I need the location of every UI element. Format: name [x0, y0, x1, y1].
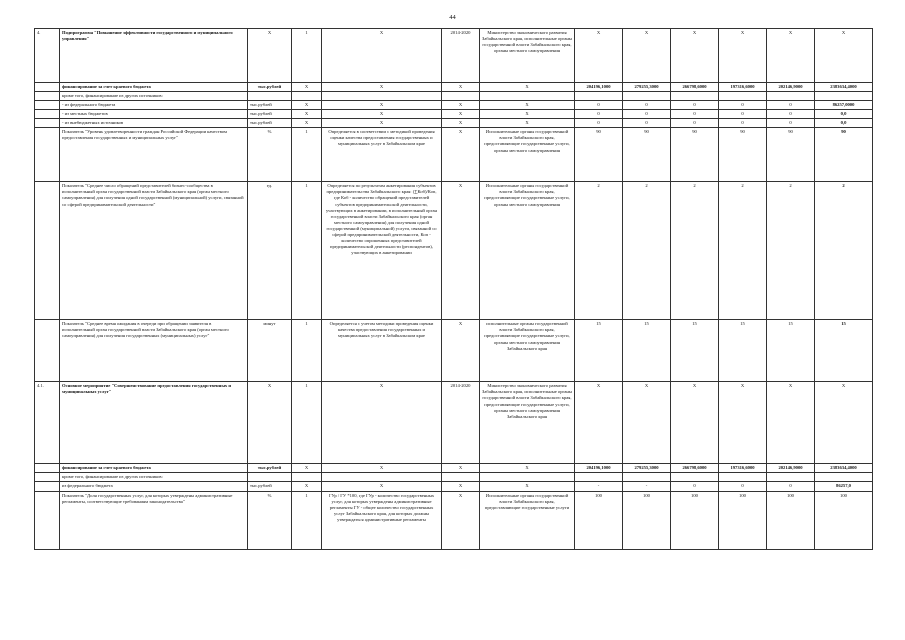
method-cell: Х — [322, 110, 442, 119]
table-row — [35, 110, 873, 119]
unit-cell: тыс.рублей — [248, 464, 292, 473]
value-2015: 100 — [623, 491, 671, 549]
value-total: 2383634,4000 — [815, 464, 873, 473]
value-2015: 0 — [623, 101, 671, 110]
table-row — [35, 473, 873, 482]
value-2014: 2 — [575, 182, 623, 320]
period-cell: Х — [442, 119, 480, 128]
weight-cell: Х — [292, 83, 322, 92]
executor-cell: Х — [480, 119, 575, 128]
unit-cell: Х — [248, 382, 292, 464]
value-2014: 0 — [575, 101, 623, 110]
executor-cell: Исполнительные органы государственной власти Забайкальского края, предоставляющие государственные услуги, органы местного самоуправления — [480, 128, 575, 182]
indicators-table — [34, 28, 873, 550]
value-2017: 0 — [719, 110, 767, 119]
weight-cell: Х — [292, 119, 322, 128]
table-row — [35, 119, 873, 128]
value-2016: Х — [671, 29, 719, 83]
value-2017: 0 — [719, 101, 767, 110]
weight-cell: 1 — [292, 382, 322, 464]
value-2016: 90 — [671, 128, 719, 182]
value-total: 0,0 — [815, 119, 873, 128]
value-2017: Х — [719, 29, 767, 83]
value-total: 15 — [815, 320, 873, 382]
value-2014: Х — [575, 29, 623, 83]
value-2017: 197316,6000 — [719, 83, 767, 92]
value-2018: 0 — [767, 482, 815, 491]
page-number: 44 — [449, 14, 456, 21]
table-row — [35, 382, 873, 464]
value-total: 86257,0000 — [815, 101, 873, 110]
unit-cell: % — [248, 491, 292, 549]
value-2016: 2 — [671, 182, 719, 320]
value-2017: 15 — [719, 320, 767, 382]
value-total: 2383634,4000 — [815, 83, 873, 92]
executor-cell: Х — [480, 101, 575, 110]
table-row — [35, 182, 873, 320]
value-2016: 100 — [671, 491, 719, 549]
method-cell: Х — [322, 29, 442, 83]
row-name: Подпрограмма "Повышение эффективности государственного и муниципального управления" — [60, 29, 248, 83]
table-row — [35, 101, 873, 110]
value-2016: 15 — [671, 320, 719, 382]
value-2016: 0 — [671, 101, 719, 110]
value-2018: 202146,9000 — [767, 83, 815, 92]
period-cell: 2014-2020 — [442, 382, 480, 464]
table-row — [35, 83, 873, 92]
value-2016: 266798,6000 — [671, 83, 719, 92]
weight-cell: 1 — [292, 491, 322, 549]
value-2014: 100 — [575, 491, 623, 549]
row-name: - из внебюджетных источников — [60, 119, 248, 128]
value-2017: 0 — [719, 119, 767, 128]
row-name: - из федерального бюджета — [60, 101, 248, 110]
value-2017: Х — [719, 382, 767, 464]
method-cell: Х — [322, 464, 442, 473]
row-name: Основное мероприятие "Совершенствование предоставления государственных и муниципальных услуг" — [60, 382, 248, 464]
value-2018: 100 — [767, 491, 815, 549]
executor-cell: Исполнительные органы государственной власти Забайкальского края, предоставляющие государственные услуги — [480, 491, 575, 549]
method-cell: Х — [322, 382, 442, 464]
value-2014: 204196,1000 — [575, 464, 623, 473]
value-total: 2 — [815, 182, 873, 320]
period-cell: Х — [442, 491, 480, 549]
unit-cell: Х — [248, 29, 292, 83]
value-2018: 90 — [767, 128, 815, 182]
value-2015: 279255,3000 — [623, 464, 671, 473]
value-total: 0,0 — [815, 110, 873, 119]
period-cell: Х — [442, 482, 480, 491]
table-row — [35, 128, 873, 182]
value-2015: 279255,3000 — [623, 83, 671, 92]
table-row — [35, 491, 873, 549]
weight-cell: 1 — [292, 29, 322, 83]
executor-cell: Х — [480, 83, 575, 92]
method-cell: Х — [322, 482, 442, 491]
value-2017: 90 — [719, 128, 767, 182]
value-2018: 0 — [767, 110, 815, 119]
weight-cell: 1 — [292, 320, 322, 382]
executor-cell: исполнительные органы государственной власти Забайкальского края, предоставляющие государственные услуги, органы местного самоуправления Забайкальского края — [480, 320, 575, 382]
value-2014: Х — [575, 382, 623, 464]
executor-cell: Х — [480, 464, 575, 473]
value-2015: - — [623, 482, 671, 491]
value-2017: 0 — [719, 482, 767, 491]
unit-cell: минут — [248, 320, 292, 382]
method-cell: Х — [322, 101, 442, 110]
row-name: кроме того, финансирование из других источников: — [60, 473, 248, 482]
period-cell: Х — [442, 110, 480, 119]
table-row — [35, 92, 873, 101]
table-row — [35, 464, 873, 473]
executor-cell: Исполнительные органы государственной власти Забайкальского края, предоставляющие государственные услуги, органы местного самоуправления — [480, 182, 575, 320]
period-cell: 2014-2020 — [442, 29, 480, 83]
unit-cell: % — [248, 128, 292, 182]
method-cell: Х — [322, 119, 442, 128]
value-2014: - — [575, 482, 623, 491]
value-total: Х — [815, 29, 873, 83]
value-2015: 0 — [623, 110, 671, 119]
value-2017: 100 — [719, 491, 767, 549]
row-name: Показатель "Уровень удовлетворенности граждан Российской Федерации качеством предоставления государственных и муниципальных услуг" — [60, 128, 248, 182]
value-2015: 15 — [623, 320, 671, 382]
table-row — [35, 482, 873, 491]
value-2018: 0 — [767, 101, 815, 110]
row-name: Показатель "Доля государственных услуг, для которых утверждены административные регламенты, соответствующие требованиям законодательства" — [60, 491, 248, 549]
weight-cell: Х — [292, 101, 322, 110]
method-cell: Определяется с учетом методики проведения оценки качества предоставления государственных и муниципальных услуг в Забайкальском крае — [322, 320, 442, 382]
period-cell: Х — [442, 101, 480, 110]
value-2018: 202146,9000 — [767, 464, 815, 473]
unit-cell: тыс.рублей — [248, 101, 292, 110]
row-number: 4.1. — [35, 382, 60, 464]
value-2015: 0 — [623, 119, 671, 128]
weight-cell: Х — [292, 464, 322, 473]
weight-cell: Х — [292, 110, 322, 119]
unit-cell: тыс.рублей — [248, 119, 292, 128]
period-cell: Х — [442, 83, 480, 92]
value-2015: Х — [623, 29, 671, 83]
value-total: 86257,0 — [815, 482, 873, 491]
value-2014: 15 — [575, 320, 623, 382]
value-total: Х — [815, 382, 873, 464]
row-name: финансирование за счет краевого бюджета — [60, 83, 248, 92]
method-cell: Определяется по результатам анкетирования субъектов предпринимательства Забайкальского края: (∑Коб)/Коп, где Коб - количество обращений представителей субъектов предпринимательской деятельности, участвующих в анкетировании, в исполнительный орган государственной власти Забайкальского края (орган местного самоуправления) для получения одной государственной (муниципальной) услуги, связанной со сферой предпринимательской деятельности, Коп - количество опрошенных представителей предпринимательской деятельности (респондентов), участвующих в анкетировании — [322, 182, 442, 320]
value-2014: 204196,1000 — [575, 83, 623, 92]
value-2016: 266798,6000 — [671, 464, 719, 473]
value-2015: 90 — [623, 128, 671, 182]
weight-cell: 1 — [292, 182, 322, 320]
value-2016: 0 — [671, 110, 719, 119]
value-2014: 0 — [575, 119, 623, 128]
row-name: - из местных бюджетов — [60, 110, 248, 119]
executor-cell: Министерство экономического развития Забайкальского края, исполнительные органы государственной власти Забайкальского края, органы местного самоуправления — [480, 29, 575, 83]
value-2018: Х — [767, 382, 815, 464]
value-2016: 0 — [671, 119, 719, 128]
unit-cell: тыс.рублей — [248, 83, 292, 92]
method-cell: ГУр / ГУ *100, где ГУр - количество государственных услуг, для которых утверждены административные регламенты ГУ - общее количество государственных услуг Забайкальского края, для которых должны утверждаться административные регламенты — [322, 491, 442, 549]
value-2018: 15 — [767, 320, 815, 382]
value-2015: 2 — [623, 182, 671, 320]
row-name: Показатель "Среднее время ожидания в очереди при обращении заявителя в исполнительный орган государственной власти Забайкальского края (орган местного самоуправления) для получения государственных (муниципальных) услуг" — [60, 320, 248, 382]
value-2015: Х — [623, 382, 671, 464]
value-2016: Х — [671, 382, 719, 464]
period-cell: Х — [442, 464, 480, 473]
value-2018: Х — [767, 29, 815, 83]
executor-cell: Х — [480, 110, 575, 119]
value-2017: 2 — [719, 182, 767, 320]
table-row — [35, 320, 873, 382]
value-2016: 0 — [671, 482, 719, 491]
row-number: 4. — [35, 29, 60, 83]
executor-cell: Х — [480, 482, 575, 491]
weight-cell: Х — [292, 482, 322, 491]
weight-cell: 1 — [292, 128, 322, 182]
row-name: финансирование за счет краевого бюджета — [60, 464, 248, 473]
value-2014: 0 — [575, 110, 623, 119]
value-2017: 197316,6000 — [719, 464, 767, 473]
period-cell: Х — [442, 320, 480, 382]
value-2014: 90 — [575, 128, 623, 182]
unit-cell: тыс.рублей — [248, 482, 292, 491]
unit-cell: ед. — [248, 182, 292, 320]
executor-cell: Министерство экономического развития Забайкальского края, исполнительные органы государственной власти Забайкальского края, предоставляющие государственные услуги, органы местного самоуправления Забайкальского края — [480, 382, 575, 464]
unit-cell: тыс.рублей — [248, 110, 292, 119]
value-total: 100 — [815, 491, 873, 549]
value-2018: 0 — [767, 119, 815, 128]
value-total: 90 — [815, 128, 873, 182]
row-name: Показатель "Среднее число обращений представителей бизнес-сообщества в исполнительный орган государственной власти Забайкальского края (орган местного самоуправления) для получения одной государственной (муниципальной) услуги, связанной со сферой предпринимательской деятельности" — [60, 182, 248, 320]
method-cell: Х — [322, 83, 442, 92]
row-name: кроме того, финансирование из других источников: — [60, 92, 248, 101]
row-name: из федерального бюджета — [60, 482, 248, 491]
value-2018: 2 — [767, 182, 815, 320]
period-cell: Х — [442, 128, 480, 182]
method-cell: Определяется в соответствии с методикой проведения оценки качества предоставления государственных и муниципальных услуг в Забайкальском крае — [322, 128, 442, 182]
table-row — [35, 29, 873, 83]
period-cell: Х — [442, 182, 480, 320]
